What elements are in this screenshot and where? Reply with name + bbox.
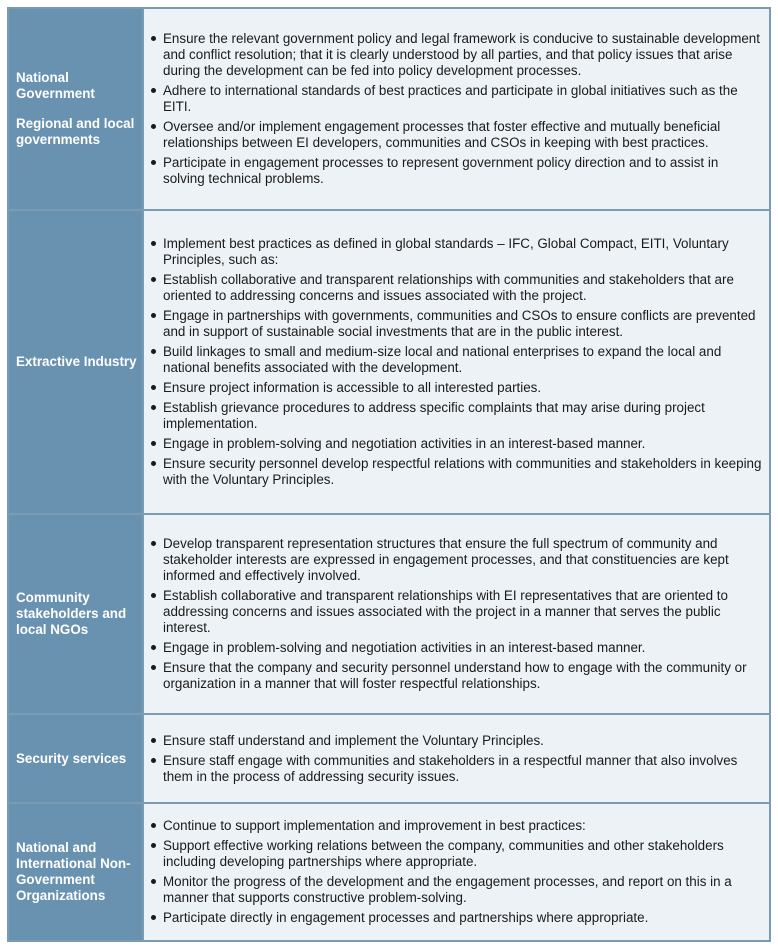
responsibilities-cell <box>143 803 770 941</box>
list-item: Engage in problem-solving and negotiation activities in an interest-based manner. <box>150 436 763 452</box>
list-item: Ensure the relevant government policy and legal framework is conducive to sustainable development and conflict resolution; that it is clearly understood by all parties, and that policy issues that arise during the development can be fed into policy development processes. <box>150 31 763 79</box>
list-item: Establish collaborative and transparent relationships with communities and stakeholders that are oriented to addressing concerns and issues associated with the project. <box>150 272 763 304</box>
table-row <box>8 8 770 210</box>
responsibilities-cell <box>143 210 770 514</box>
role-label: National Government <box>16 70 95 101</box>
role-label: National and International Non-Government Organizations <box>16 840 131 903</box>
list-item: Monitor the progress of the development and the engagement processes, and report on this in a manner that supports constructive problem-solving. <box>150 874 763 906</box>
bullet-list <box>150 818 763 926</box>
list-item: Participate directly in engagement processes and partnerships where appropriate. <box>150 910 763 926</box>
list-item: Engage in partnerships with governments, communities and CSOs to ensure conflicts are prevented and in support of sustainable social investments that are in the public interest. <box>150 308 763 340</box>
list-item: Ensure project information is accessible to all interested parties. <box>150 380 763 396</box>
table-row <box>8 210 770 514</box>
role-cell <box>8 514 143 714</box>
table-row <box>8 514 770 714</box>
role-label: Regional and local governments <box>16 116 135 147</box>
list-item: Ensure that the company and security personnel understand how to engage with the community or organization in a manner that will foster respectful relationships. <box>150 660 763 692</box>
responsibilities-cell <box>143 8 770 210</box>
table-row <box>8 714 770 803</box>
role-label: Security services <box>16 750 127 766</box>
list-item: Develop transparent representation structures that ensure the full spectrum of community and stakeholder interests are expressed in engagement processes, and that constituencies are kept informed and effectively involved. <box>150 536 763 584</box>
bullet-list <box>150 236 763 488</box>
list-item: Participate in engagement processes to represent government policy direction and to assist in solving technical problems. <box>150 155 763 187</box>
list-item: Ensure staff engage with communities and stakeholders in a respectful manner that also involves them in the process of addressing security issues. <box>150 753 763 785</box>
role-cell <box>8 210 143 514</box>
list-item: Support effective working relations between the company, communities and other stakeholders including developing partnerships where appropriate. <box>150 838 763 870</box>
list-item: Establish collaborative and transparent relationships with EI representatives that are oriented to addressing concerns and issues associated with the project in a manner that serves the public interest. <box>150 588 763 636</box>
list-item: Continue to support implementation and improvement in best practices: <box>150 818 763 834</box>
list-item: Ensure security personnel develop respectful relations with communities and stakeholders in keeping with the Voluntary Principles. <box>150 456 763 488</box>
responsibilities-cell <box>143 714 770 803</box>
role-label: Extractive Industry <box>16 354 137 369</box>
role-cell <box>8 8 143 210</box>
bullet-list <box>150 733 763 785</box>
bullet-list <box>150 31 763 187</box>
list-item: Oversee and/or implement engagement processes that foster effective and mutually beneficial relationships between EI developers, communities and CSOs in keeping with best practices. <box>150 119 763 151</box>
list-item: Adhere to international standards of best practices and participate in global initiatives such as the EITI. <box>150 83 763 115</box>
role-cell <box>8 714 143 803</box>
responsibilities-table <box>7 7 771 942</box>
list-item: Implement best practices as defined in global standards – IFC, Global Compact, EITI, Voluntary Principles, such as: <box>150 236 763 268</box>
bullet-list <box>150 536 763 692</box>
list-item: Establish grievance procedures to address specific complaints that may arise during project implementation. <box>150 400 763 432</box>
role-cell <box>8 803 143 941</box>
role-label: Community stakeholders and local NGOs <box>16 590 127 637</box>
list-item: Engage in problem-solving and negotiation activities in an interest-based manner. <box>150 640 763 656</box>
list-item: Ensure staff understand and implement the Voluntary Principles. <box>150 733 763 749</box>
list-item: Build linkages to small and medium-size local and national enterprises to expand the local and national benefits associated with the development. <box>150 344 763 376</box>
table-body <box>8 8 770 941</box>
table-row <box>8 803 770 941</box>
responsibilities-cell <box>143 514 770 714</box>
